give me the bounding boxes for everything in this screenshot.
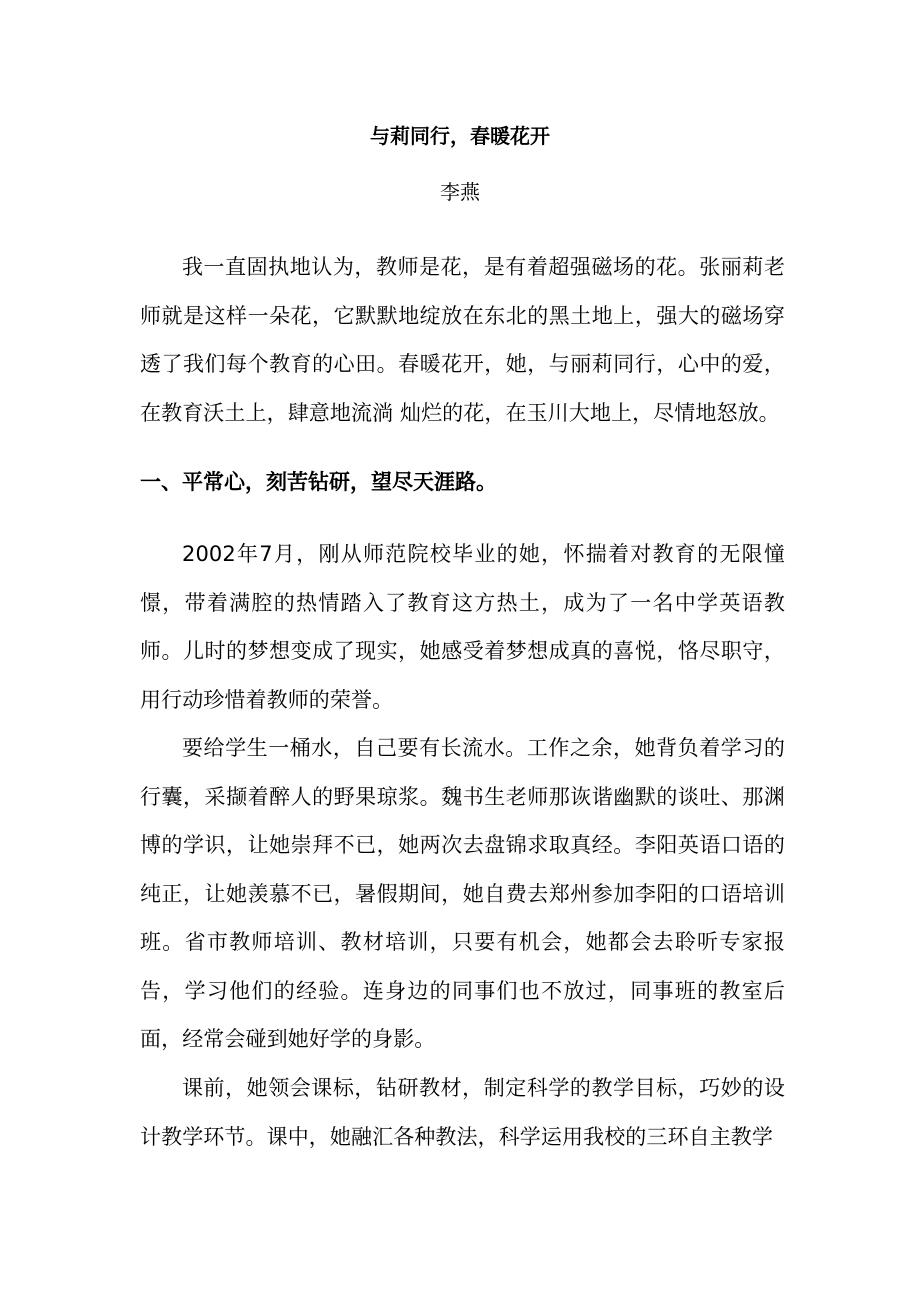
section-heading: 一、平常心，刻苦钻研，望尽天涯路。 [140, 470, 497, 494]
author-name: 李燕 [440, 180, 480, 204]
paragraph-2002: 2002年7月，刚从师范院校毕业的她，怀揣着对教育的无限憧憬，带着满腔的热情踏入了教育这方热土，成为了一名中学英语教师。儿时的梦想变成了现实，她感受着梦想成真的喜悦，恪尽职守，用行动珍惜着教师的荣誉。 [140, 542, 785, 712]
paragraph-intro: 我一直固执地认为，教师是花，是有着超强磁场的花。张丽莉老师就是这样一朵花，它默默地绽放在东北的黑土地上，强大的磁场穿透了我们每个教育的心田。春暖花开，她，与丽莉同行，心中的爱，在教育沃土上，肆意地流淌 灿烂的花，在玉川大地上，尽情地怒放。 [140, 255, 785, 425]
paragraph-teaching: 课前，她领会课标，钻研教材，制定科学的教学目标，巧妙的设计教学环节。课中，她融汇各种教法，科学运用我校的三环自主教学 [140, 1076, 785, 1149]
paragraph-study: 要给学生一桶水，自己要有长流水。工作之余，她背负着学习的行囊，采撷着醉人的野果琼浆。魏书生老师那诙谐幽默的谈吐、那渊博的学识，让她崇拜不已，她两次去盘锦求取真经。李阳英语口语的纯正，让她羡慕不已，暑假期间，她自费去郑州参加李阳的口语培训班。省市教师培训、教材培训，只要有机会，她都会去聆听专家报告，学习他们的经验。连身边的同事们也不放过，同事班的教室后面，经常会碰到她好学的身影。 [140, 736, 785, 1051]
document-title: 与莉同行，春暖花开 [370, 124, 550, 148]
